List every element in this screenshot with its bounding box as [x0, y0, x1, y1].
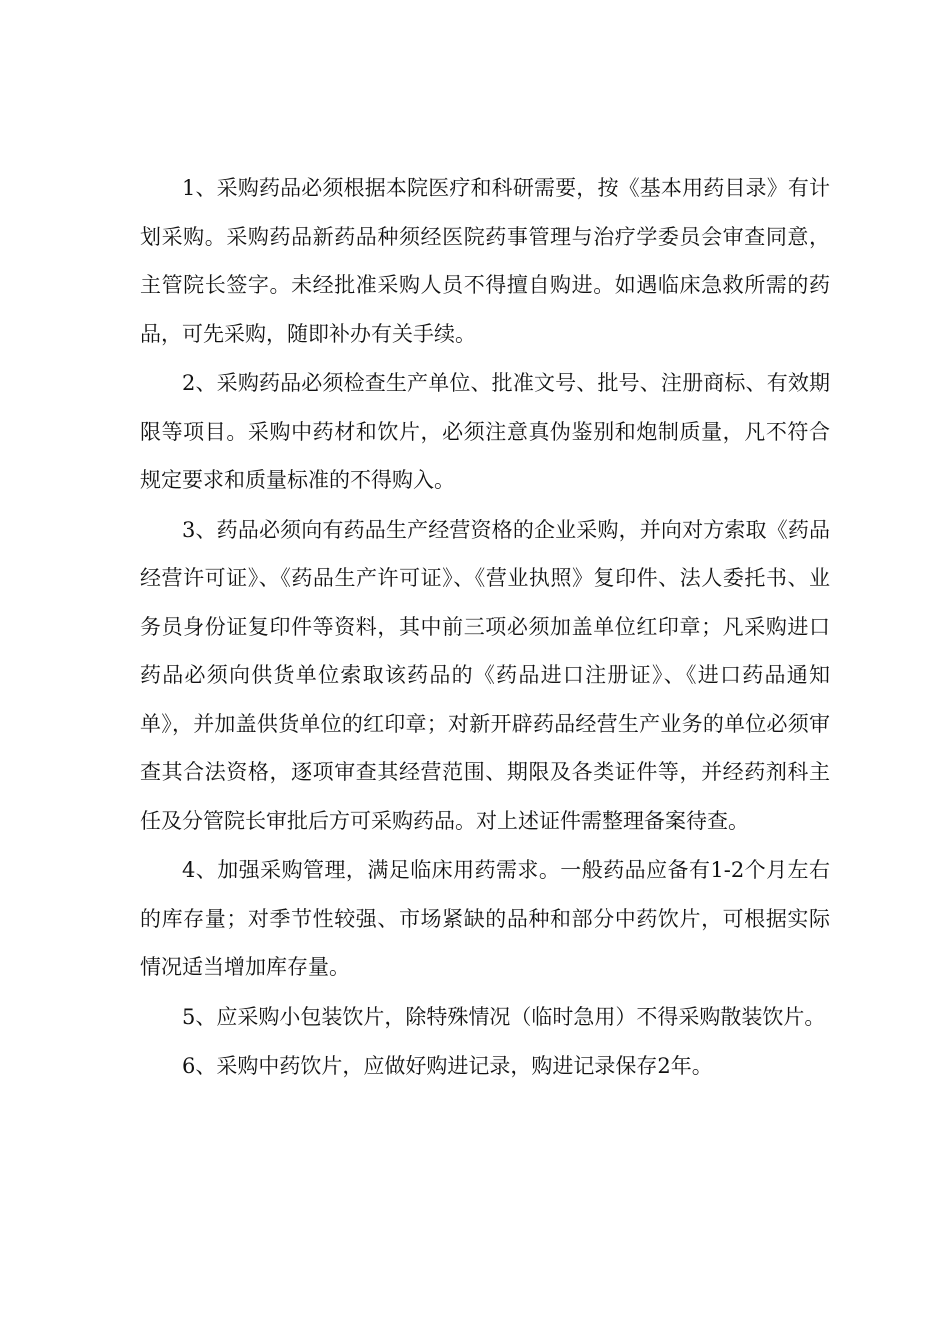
paragraph-5: 5、应采购小包装饮片，除特殊情况（临时急用）不得采购散装饮片。 [182, 1004, 826, 1029]
paragraph-2: 2、采购药品必须检查生产单位、批准文号、批号、注册商标、有效期限等项目。采购中药材和饮片，必须注意真伪鉴别和炮制质量，凡不符合规定要求和质量标准的不得购入。 [140, 371, 830, 492]
document-body [140, 164, 830, 1092]
paragraph-1: 1、采购药品必须根据本院医疗和科研需要，按《基本用药目录》有计划采购。采购药品新药品种须经医院药事管理与治疗学委员会审查同意，主管院长签字。未经批准采购人员不得擅自购进。如遇临床急救所需的药品，可先采购，随即补办有关手续。 [140, 176, 830, 346]
paragraph-4: 4、加强采购管理，满足临床用药需求。一般药品应备有1-2个月左右的库存量；对季节性较强、市场紧缺的品种和部分中药饮片，可根据实际情况适当增加库存量。 [140, 858, 830, 979]
paragraph-6: 6、采购中药饮片，应做好购进记录，购进记录保存2年。 [182, 1054, 713, 1078]
paragraph-3: 3、药品必须向有药品生产经营资格的企业采购，并向对方索取《药品经营许可证》、《药品生产许可证》、《营业执照》复印件、法人委托书、业务员身份证复印件等资料，其中前三项必须加盖单位红印章；凡采购进口药品必须向供货单位索取该药品的《药品进口注册证》、《进口药品通知单》，并加盖供货单位的红印章；对新开辟药品经营生产业务的单位必须审查其合法资格，逐项审查其经营范围、期限及各类证件等，并经药剂科主任及分管院长审批后方可采购药品。对上述证件需整理备案待查。 [140, 517, 830, 833]
